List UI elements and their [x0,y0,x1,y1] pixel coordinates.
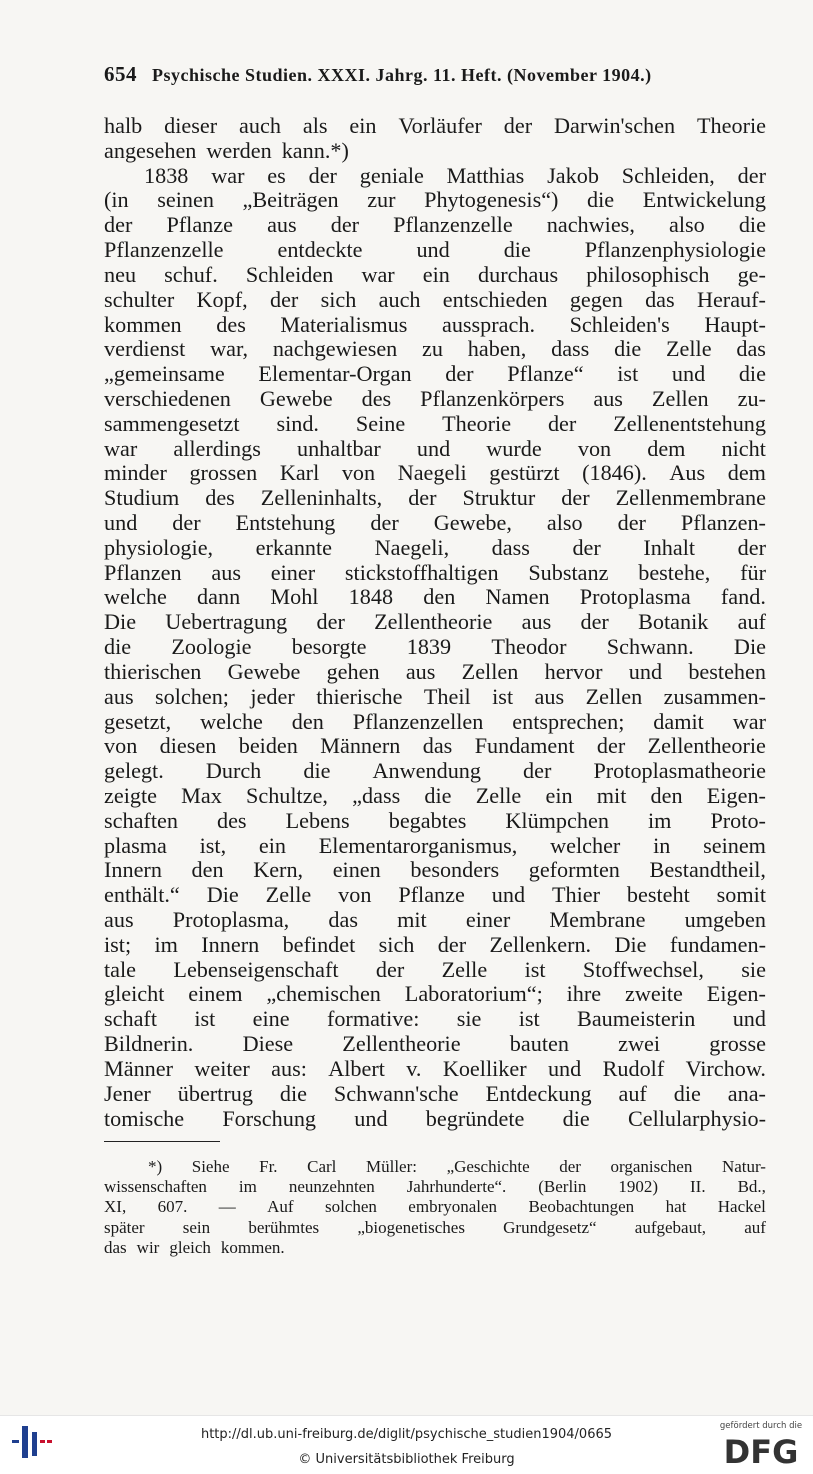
text-line: welche dann Mohl 1848 den Namen Protoplasma fand. [104,584,766,610]
text-line: Innern den Kern, einen besonders geformten Bestandtheil, [104,857,766,883]
ub-freiburg-logo-icon [10,1420,54,1464]
footnote [104,1157,766,1258]
text-line: Pflanzen aus einer stickstoffhaltigen Substanz bestehe, für [104,559,766,585]
text-line: war allerdings unhaltbar und wurde von dem nicht [104,435,766,461]
text-line: angesehen werden kann.*) [104,137,349,163]
text-line: „gemeinsame Elementar-Organ der Pflanze“ ist und die [104,361,766,387]
svg-text:DFG: DFG [723,1433,799,1467]
text-line: Die Uebertragung der Zellentheorie aus der Botanik auf [104,609,766,635]
text-line: (in seinen „Beiträgen zur Phytogenesis“) die Entwickelung [104,187,766,213]
main-text [104,114,766,1131]
text-line: minder grossen Karl von Naegeli gestürzt (1846). Aus dem [104,460,766,486]
text-line: schaften des Lebens begabtes Klümpchen im Proto- [104,807,766,833]
text-line: gelegt. Durch die Anwendung der Protoplasmatheorie [104,758,766,784]
text-line: von diesen beiden Männern das Fundament der Zellentheorie [104,733,766,759]
text-line: Männer weiter aus: Albert v. Koelliker und Rudolf Virchow. [104,1055,766,1081]
text-line: verdienst war, nachgewiesen zu haben, dass die Zelle das [104,336,766,362]
page-number: 654 [104,62,137,86]
text-line: halb dieser auch als ein Vorläufer der Darwin'schen Theorie [104,113,766,138]
text-line: ist; im Innern befindet sich der Zellenkern. Die fundamen- [104,931,766,957]
text-line: enthält.“ Die Zelle von Pflanze und Thier besteht somit [104,882,766,908]
footnote-line: wissenschaften im neunzehnten Jahrhunderte“. (Berlin 1902) II. Bd., [104,1177,766,1197]
copyright-notice: © Universitätsbibliothek Freiburg [298,1452,515,1467]
text-line: Pflanzenzelle entdeckte und die Pflanzenphysiologie [104,237,766,263]
text-line: sammengesetzt sind. Seine Theorie der Zellenentstehung [104,410,766,436]
text-line: verschiedenen Gewebe des Pflanzenkörpers aus Zellen zu- [104,385,766,411]
text-line: aus solchen; jeder thierische Theil ist aus Zellen zusammen- [104,683,766,709]
text-line: 1838 war es der geniale Matthias Jakob Schleiden, der [144,162,766,188]
footnote-line: das wir gleich kommen. [104,1237,285,1257]
text-line: physiologie, erkannte Naegeli, dass der Inhalt der [104,534,766,560]
footnote-line: *) Siehe Fr. Carl Müller: „Geschichte der organischen Natur- [148,1157,766,1176]
text-line: schaft ist eine formative: sie ist Baumeisterin und [104,1006,766,1032]
footnote-rule [104,1141,220,1142]
running-title: Psychische Studien. XXXI. Jahrg. 11. Heft. (November 1904.) [152,65,652,85]
text-line: die Zoologie besorgte 1839 Theodor Schwann. Die [104,634,766,660]
text-line: und der Entstehung der Gewebe, also der Pflanzen- [104,510,766,535]
running-header [104,62,766,87]
text-line: der Pflanze aus der Pflanzenzelle nachwies, also die [104,212,766,238]
text-line: thierischen Gewebe gehen aus Zellen hervor und bestehen [104,658,766,684]
text-line: plasma ist, ein Elementarorganismus, welcher in seinem [104,832,766,858]
text-line: tomische Forschung und begründete die Cellularphysio- [104,1105,766,1131]
dfg-caption: gefördert durch die [719,1421,803,1431]
text-line: gesetzt, welche den Pflanzenzellen entsprechen; damit war [104,708,766,734]
footnote-line: XI, 607. — Auf solchen embryonalen Beobachtungen hat Hackel [104,1197,766,1217]
text-line: gleicht einem „chemischen Laboratorium“; ihre zweite Eigen- [104,981,766,1007]
footnote-line: später sein berühmtes „biogenetisches Grundgesetz“ aufgebaut, auf [104,1217,766,1237]
text-line: neu schuf. Schleiden war ein durchaus philosophisch ge- [104,261,766,287]
dfg-logo-icon [718,1433,804,1467]
text-line: kommen des Materialismus aussprach. Schleiden's Haupt- [104,311,766,337]
text-line: Jener übertrug die Schwann'sche Entdeckung auf die ana- [104,1080,766,1106]
text-line: tale Lebenseigenschaft der Zelle ist Stoffwechsel, sie [104,956,766,982]
text-line: Bildnerin. Diese Zellentheorie bauten zwei grosse [104,1031,766,1057]
permalink-url[interactable]: http://dl.ub.uni-freiburg.de/diglit/psychische_studien1904/0665 [200,1427,613,1442]
text-line: schulter Kopf, der sich auch entschieden gegen das Herauf- [104,286,766,312]
text-line: aus Protoplasma, das mit einer Membrane umgeben [104,907,766,932]
text-line: zeigte Max Schultze, „dass die Zelle ein mit den Eigen- [104,782,766,808]
text-line: Studium des Zelleninhalts, der Struktur der Zellenmembrane [104,485,766,511]
